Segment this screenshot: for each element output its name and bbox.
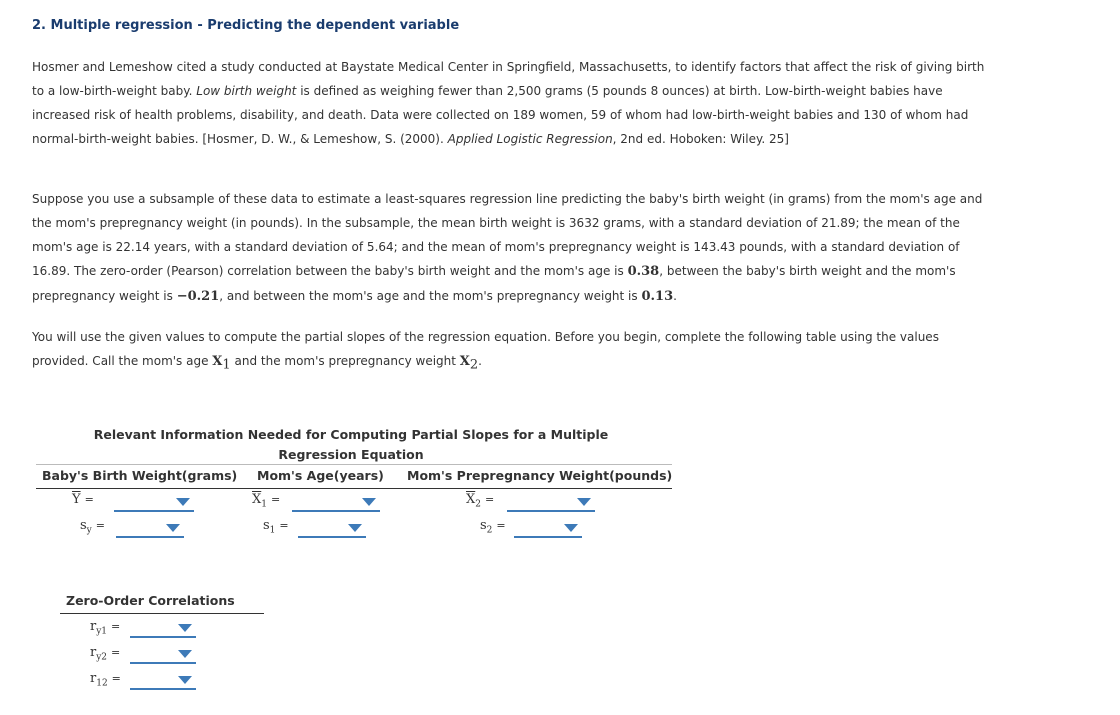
ry2-dropdown[interactable] <box>130 646 196 664</box>
r12-label: $r_{12}$ = <box>90 671 121 689</box>
sy-dropdown[interactable] <box>116 520 184 538</box>
ry1-dropdown[interactable] <box>130 620 196 638</box>
ry1-label: $r_{y1}$ = <box>90 619 121 637</box>
x2bar-dropdown[interactable] <box>507 494 595 512</box>
correlations-underline <box>60 613 264 614</box>
chevron-down-icon <box>348 524 362 532</box>
column-header-birth-weight: Baby's Birth Weight(grams) <box>42 468 238 483</box>
sy-label: $s_y$ = <box>80 518 105 536</box>
chevron-down-icon <box>178 676 192 684</box>
x1bar-label: $\overline{X}_1$ = <box>252 492 281 510</box>
s1-label: $s_1$ = <box>263 518 289 536</box>
chevron-down-icon <box>564 524 578 532</box>
chevron-down-icon <box>178 650 192 658</box>
correlations-title: Zero-Order Correlations <box>66 593 235 608</box>
instructions-paragraph: You will use the given values to compute the partial slopes of the regression equation. Before you begin, complete the following table using the values provided. Call the mom's age $X_1$ and the mom's prepregnancy weight $X_2$. <box>32 330 939 373</box>
column-header-prepregnancy-weight: Mom's Prepregnancy Weight(pounds) <box>407 468 673 483</box>
table-header-divider <box>36 464 672 465</box>
s2-label: $s_2$ = <box>480 518 506 536</box>
chevron-down-icon <box>176 498 190 506</box>
chevron-down-icon <box>362 498 376 506</box>
x1bar-dropdown[interactable] <box>292 494 380 512</box>
table-title: Relevant Information Needed for Computing Partial Slopes for a Multiple Regression Equation <box>93 427 609 462</box>
s1-dropdown[interactable] <box>298 520 366 538</box>
s2-dropdown[interactable] <box>514 520 582 538</box>
x2bar-label: $\overline{X}_2$ = <box>466 492 495 510</box>
intro-paragraph: Hosmer and Lemeshow cited a study conducted at Baystate Medical Center in Springfield, Massachusetts, to identify factors that affect the risk of giving birth to a low-birth-weight baby. Low birth weight is defined as weighing fewer than 2,500 grams (5 pounds 8 ounces) at birth. Low-birth-weight babies have increased risk of health problems, disability, and death. Data were collected on 189 women, 59 of whom had low-birth-weight babies and 130 of whom had normal-birth-weight babies. [Hosmer, D. W., & Lemeshow, S. (2000). Applied Logistic Regression, 2nd ed. Hoboken: Wiley. 25] <box>32 60 985 146</box>
chevron-down-icon <box>178 624 192 632</box>
column-header-mom-age: Mom's Age(years) <box>257 468 384 483</box>
page-title: 2. Multiple regression - Predicting the dependent variable <box>32 18 460 33</box>
r12-dropdown[interactable] <box>130 672 196 690</box>
column-header-underline <box>36 488 672 489</box>
problem-paragraph: Suppose you use a subsample of these data to estimate a least-squares regression line predicting the baby's birth weight (in grams) from the mom's age and the mom's prepregnancy weight (in pounds). In the subsample, the mean birth weight is 3632 grams, with a standard deviation of 21.89; the mean of the mom's age is 22.14 years, with a standard deviation of 5.64; and the mean of mom's prepregnancy weight is 143.43 pounds, with a standard deviation of 16.89. The zero-order (Pearson) correlation between the baby's birth weight and the mom's age is 0.38, between the baby's birth weight and the mom's prepregnancy weight is −0.21, and between the mom's age and the mom's prepregnancy weight is 0.13. <box>32 192 983 304</box>
chevron-down-icon <box>577 498 591 506</box>
chevron-down-icon <box>166 524 180 532</box>
ybar-label: $\overline{Y}$ = <box>72 492 94 507</box>
ybar-dropdown[interactable] <box>114 494 194 512</box>
ry2-label: $r_{y2}$ = <box>90 645 121 663</box>
